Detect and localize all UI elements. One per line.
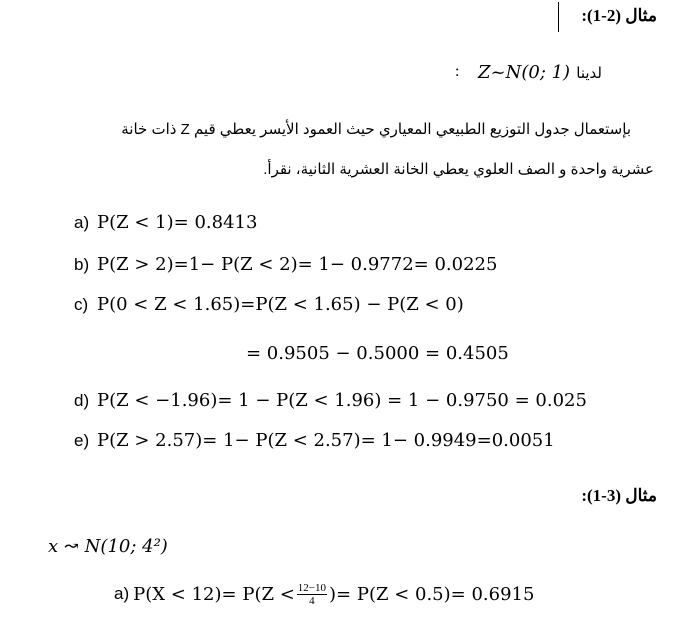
given-label: لدينا: [576, 65, 602, 82]
example-3-item-a-left: P(X < 12)= P(Z <: [133, 583, 295, 605]
example-3-item-a: [114, 572, 534, 616]
item-b-label: b): [74, 255, 90, 274]
example-2-title: مثال (2-1):: [581, 6, 657, 25]
item-d-expression: P(Z < −1.96)= 1 − P(Z < 1.96) = 1 − 0.9750 = 0.025: [97, 390, 587, 411]
given-distribution: Z~N(0; 1): [478, 62, 571, 83]
item-a-label: a): [74, 213, 90, 232]
item-c-expression: P(0 < Z < 1.65)=P(Z < 1.65) − P(Z < 0): [97, 294, 464, 315]
paragraph-line-1: بإستعمال جدول التوزيع الطبيعي المعياري حيث العمود الأيسر يعطي قيم Z ذات خانة: [121, 121, 631, 138]
item-e-label: e): [74, 431, 90, 450]
example-3-given: x ↝ N(10; 4²): [48, 536, 168, 557]
example-3-item-a-right: )= P(Z < 0.5)= 0.6915: [329, 583, 535, 605]
given-colon: :: [455, 63, 460, 80]
item-c-continuation: = 0.9505 − 0.5000 = 0.4505: [246, 343, 509, 364]
item-b-expression: P(Z > 2)=1− P(Z < 2)= 1− 0.9772= 0.0225: [97, 254, 498, 275]
example-3-title: مثال (3-1):: [581, 486, 657, 505]
text-cursor: [558, 2, 559, 32]
item-a-expression: P(Z < 1)= 0.8413: [97, 212, 258, 233]
example-3-fraction: [297, 582, 327, 607]
fraction-denominator: 4: [309, 594, 315, 607]
item-c-label: c): [74, 295, 89, 314]
paragraph-line-2: عشرية واحدة و الصف العلوي يعطي الخانة العشرية الثانية، نقرأ.: [263, 161, 654, 178]
example-3-item-a-label: a): [114, 584, 130, 603]
item-e-expression: P(Z > 2.57)= 1− P(Z < 2.57)= 1− 0.9949=0.0051: [97, 430, 555, 451]
item-d-label: d): [74, 391, 90, 410]
fraction-numerator: 12−10: [297, 581, 326, 594]
